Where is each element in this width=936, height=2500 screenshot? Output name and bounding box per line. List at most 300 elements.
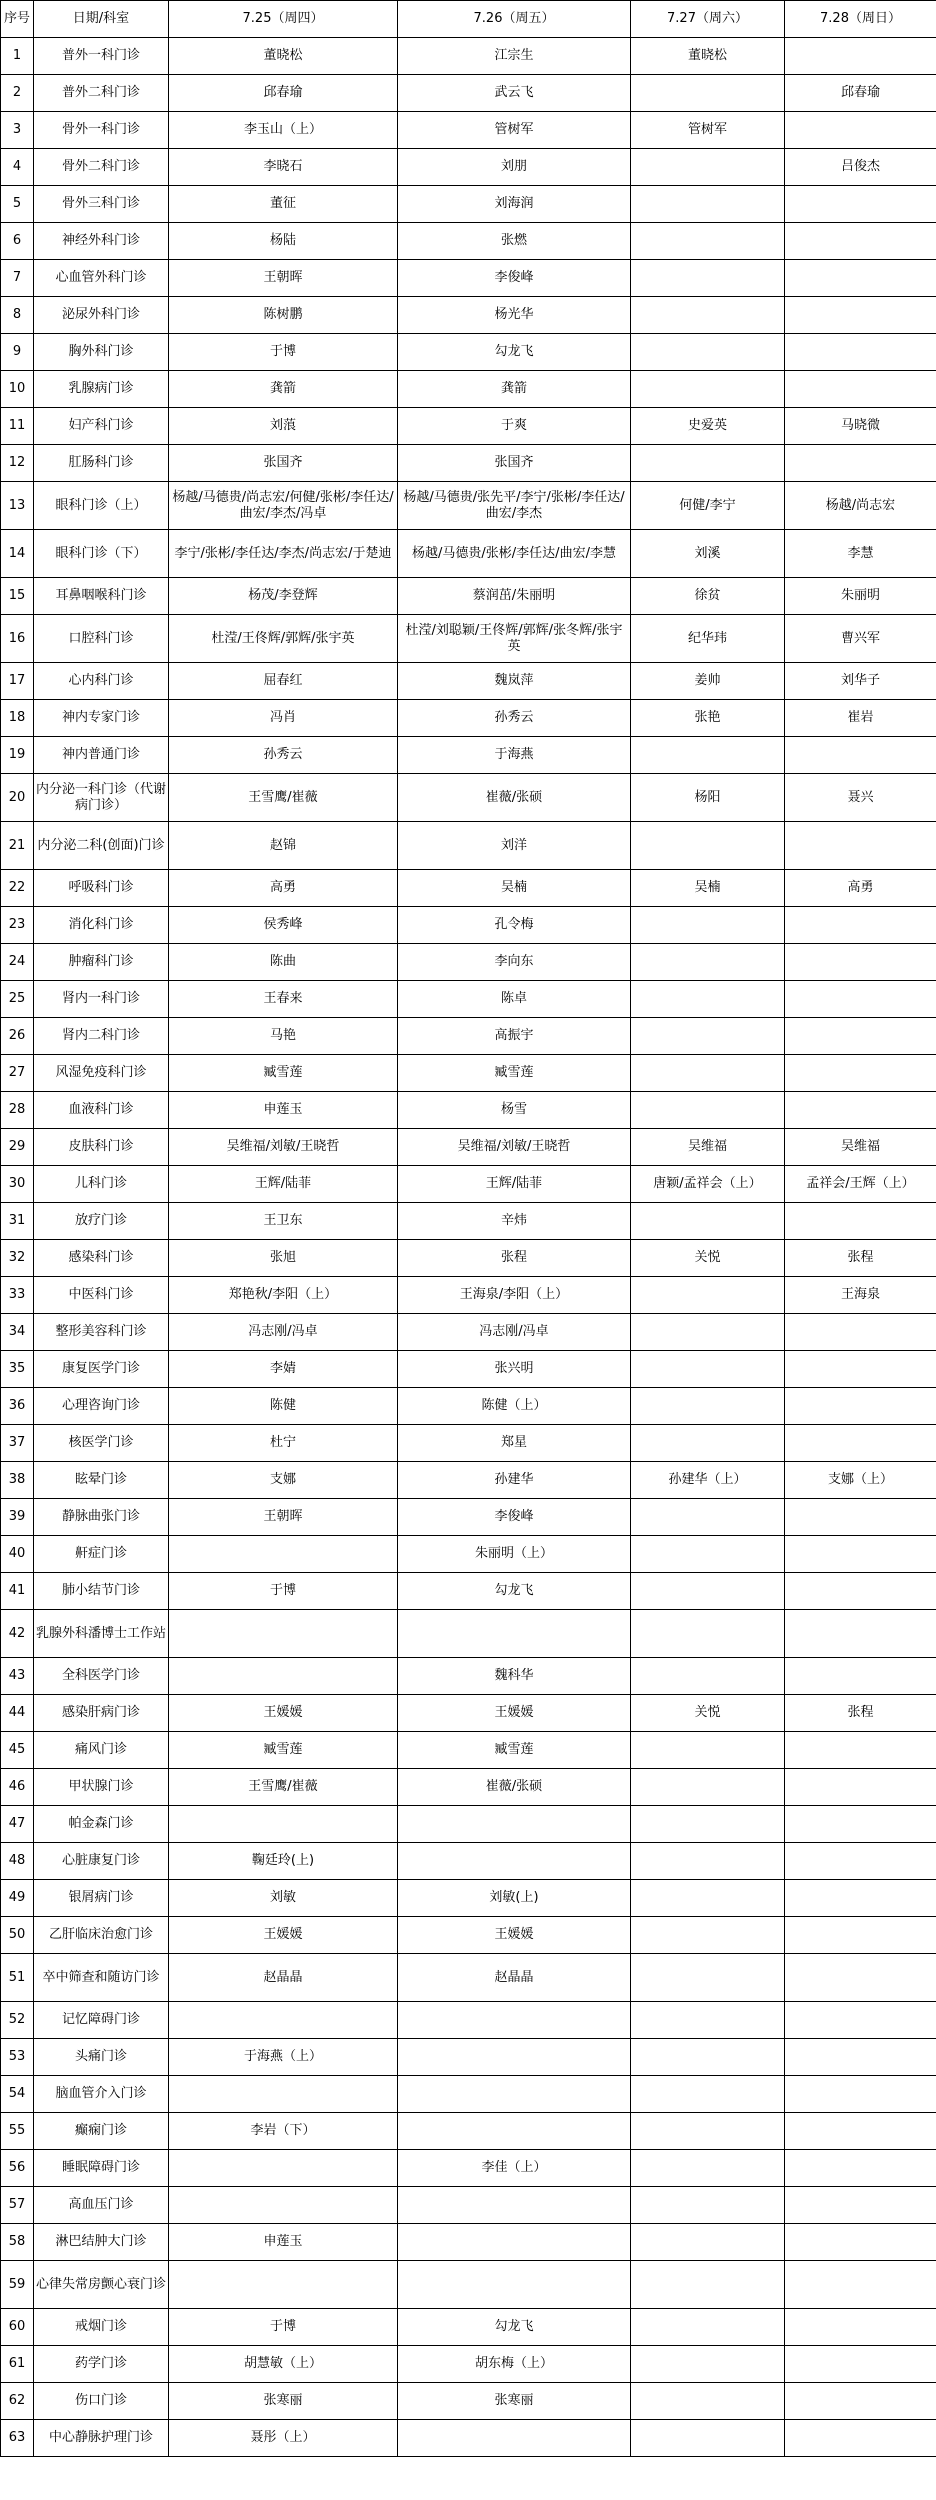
cell-department: 妇产科门诊 (34, 408, 169, 445)
table-row (1, 907, 936, 944)
table-row (1, 1806, 936, 1843)
cell-date-1: 陈健 (169, 1388, 398, 1425)
cell-date-1 (169, 1658, 398, 1695)
cell-row-index: 30 (1, 1166, 34, 1203)
cell-date-1: 张国齐 (169, 445, 398, 482)
cell-date-3 (631, 2346, 785, 2383)
table-row (1, 1092, 936, 1129)
cell-row-index: 14 (1, 530, 34, 578)
cell-row-index: 27 (1, 1055, 34, 1092)
cell-row-index: 52 (1, 2002, 34, 2039)
cell-row-index: 16 (1, 615, 34, 663)
table-row (1, 1695, 936, 1732)
header-row (1, 1, 936, 38)
cell-date-1: 李宁/张彬/李任达/李杰/尚志宏/于楚迪 (169, 530, 398, 578)
cell-date-3 (631, 944, 785, 981)
cell-date-3 (631, 1917, 785, 1954)
cell-date-3 (631, 2383, 785, 2420)
cell-date-1: 胡慧敏（上） (169, 2346, 398, 2383)
cell-department: 帕金森门诊 (34, 1806, 169, 1843)
cell-date-4 (785, 1536, 936, 1573)
cell-date-2: 崔薇/张硕 (398, 1769, 631, 1806)
cell-row-index: 56 (1, 2150, 34, 2187)
cell-row-index: 28 (1, 1092, 34, 1129)
cell-date-4: 孟祥会/王辉（上） (785, 1166, 936, 1203)
cell-date-1: 王媛媛 (169, 1917, 398, 1954)
cell-date-1: 邱春瑜 (169, 75, 398, 112)
cell-row-index: 9 (1, 334, 34, 371)
cell-date-4 (785, 1018, 936, 1055)
cell-date-3 (631, 1954, 785, 2002)
cell-department: 中心静脉护理门诊 (34, 2420, 169, 2457)
cell-date-3 (631, 223, 785, 260)
cell-date-2: 杨越/马德贵/张先平/李宁/张彬/李任达/曲宏/李杰 (398, 482, 631, 530)
cell-date-4: 张程 (785, 1695, 936, 1732)
cell-date-2: 蔡润茁/朱丽明 (398, 578, 631, 615)
cell-row-index: 54 (1, 2076, 34, 2113)
cell-date-4: 杨越/尚志宏 (785, 482, 936, 530)
cell-date-1: 王雪鹰/崔薇 (169, 1769, 398, 1806)
cell-department: 感染科门诊 (34, 1240, 169, 1277)
cell-department: 心脏康复门诊 (34, 1843, 169, 1880)
cell-date-4 (785, 907, 936, 944)
cell-date-3 (631, 2113, 785, 2150)
cell-date-4 (785, 260, 936, 297)
cell-date-3 (631, 1658, 785, 1695)
cell-date-3 (631, 1314, 785, 1351)
cell-date-1: 王卫东 (169, 1203, 398, 1240)
cell-date-4: 崔岩 (785, 700, 936, 737)
cell-date-3 (631, 822, 785, 870)
cell-row-index: 26 (1, 1018, 34, 1055)
cell-department: 眼科门诊（下） (34, 530, 169, 578)
cell-date-2: 刘洋 (398, 822, 631, 870)
table-row (1, 371, 936, 408)
cell-date-4 (785, 186, 936, 223)
cell-date-2: 张程 (398, 1240, 631, 1277)
cell-department: 皮肤科门诊 (34, 1129, 169, 1166)
cell-date-3: 关悦 (631, 1240, 785, 1277)
cell-date-2: 江宗生 (398, 38, 631, 75)
cell-date-2: 刘朋 (398, 149, 631, 186)
cell-department: 骨外三科门诊 (34, 186, 169, 223)
table-row (1, 2346, 936, 2383)
cell-department: 高血压门诊 (34, 2187, 169, 2224)
cell-date-3: 杨阳 (631, 774, 785, 822)
cell-date-4 (785, 334, 936, 371)
table-row (1, 615, 936, 663)
cell-date-2: 王媛媛 (398, 1917, 631, 1954)
cell-date-1: 王辉/陆菲 (169, 1166, 398, 1203)
table-row (1, 822, 936, 870)
cell-date-3 (631, 371, 785, 408)
cell-date-1: 杨越/马德贵/尚志宏/何健/张彬/李任达/曲宏/李杰/冯卓 (169, 482, 398, 530)
cell-date-2: 辛炜 (398, 1203, 631, 1240)
cell-department: 骨外一科门诊 (34, 112, 169, 149)
schedule-body (1, 38, 936, 2457)
cell-row-index: 37 (1, 1425, 34, 1462)
table-row (1, 2113, 936, 2150)
cell-department: 肾内一科门诊 (34, 981, 169, 1018)
table-row (1, 1055, 936, 1092)
cell-date-2 (398, 1610, 631, 1658)
cell-date-1: 孙秀云 (169, 737, 398, 774)
cell-row-index: 55 (1, 2113, 34, 2150)
cell-date-3 (631, 2261, 785, 2309)
cell-date-1: 申莲玉 (169, 2224, 398, 2261)
cell-date-2: 杨雪 (398, 1092, 631, 1129)
table-row (1, 1166, 936, 1203)
table-row (1, 1917, 936, 1954)
cell-date-4: 聂兴 (785, 774, 936, 822)
cell-date-2: 孙秀云 (398, 700, 631, 737)
cell-date-3: 唐颖/孟祥会（上） (631, 1166, 785, 1203)
cell-department: 鼾症门诊 (34, 1536, 169, 1573)
cell-date-2 (398, 2113, 631, 2150)
cell-department: 普外二科门诊 (34, 75, 169, 112)
cell-department: 肾内二科门诊 (34, 1018, 169, 1055)
cell-date-1: 张寒丽 (169, 2383, 398, 2420)
table-row (1, 1843, 936, 1880)
cell-department: 戒烟门诊 (34, 2309, 169, 2346)
cell-date-4 (785, 1425, 936, 1462)
cell-department: 耳鼻咽喉科门诊 (34, 578, 169, 615)
cell-date-3 (631, 1732, 785, 1769)
cell-date-3 (631, 2187, 785, 2224)
cell-date-1: 臧雪莲 (169, 1055, 398, 1092)
cell-date-3 (631, 186, 785, 223)
cell-date-1: 冯志刚/冯卓 (169, 1314, 398, 1351)
cell-row-index: 58 (1, 2224, 34, 2261)
cell-date-2: 张寒丽 (398, 2383, 631, 2420)
cell-department: 神内普通门诊 (34, 737, 169, 774)
table-row (1, 1425, 936, 1462)
cell-date-2: 臧雪莲 (398, 1055, 631, 1092)
cell-date-1: 于博 (169, 1573, 398, 1610)
cell-date-2: 刘海润 (398, 186, 631, 223)
cell-date-2: 冯志刚/冯卓 (398, 1314, 631, 1351)
cell-date-3 (631, 737, 785, 774)
cell-row-index: 22 (1, 870, 34, 907)
cell-date-1 (169, 2261, 398, 2309)
table-row (1, 2187, 936, 2224)
table-row (1, 578, 936, 615)
cell-date-2: 张兴明 (398, 1351, 631, 1388)
cell-row-index: 41 (1, 1573, 34, 1610)
cell-date-2 (398, 2261, 631, 2309)
cell-date-1: 张旭 (169, 1240, 398, 1277)
cell-department: 甲状腺门诊 (34, 1769, 169, 1806)
table-row (1, 2150, 936, 2187)
table-row (1, 2261, 936, 2309)
cell-date-2 (398, 2224, 631, 2261)
cell-row-index: 20 (1, 774, 34, 822)
cell-date-2: 杨光华 (398, 297, 631, 334)
cell-date-2: 赵晶晶 (398, 1954, 631, 2002)
table-row (1, 445, 936, 482)
cell-date-1: 王春来 (169, 981, 398, 1018)
cell-date-3: 史爱英 (631, 408, 785, 445)
cell-date-4 (785, 445, 936, 482)
cell-row-index: 48 (1, 1843, 34, 1880)
cell-date-4 (785, 112, 936, 149)
table-row (1, 1314, 936, 1351)
cell-date-4 (785, 38, 936, 75)
cell-date-2: 吴楠 (398, 870, 631, 907)
cell-date-4 (785, 1880, 936, 1917)
header-cell-date-4: 7.28（周日） (785, 1, 936, 38)
cell-date-1: 董晓松 (169, 38, 398, 75)
cell-date-1 (169, 1610, 398, 1658)
cell-department: 泌尿外科门诊 (34, 297, 169, 334)
cell-date-3 (631, 1880, 785, 1917)
cell-date-3 (631, 2039, 785, 2076)
cell-date-4 (785, 1658, 936, 1695)
cell-row-index: 12 (1, 445, 34, 482)
cell-row-index: 53 (1, 2039, 34, 2076)
cell-date-3 (631, 2150, 785, 2187)
cell-date-4: 高勇 (785, 870, 936, 907)
header-cell-date-1: 7.25（周四） (169, 1, 398, 38)
table-row (1, 1732, 936, 1769)
cell-department: 伤口门诊 (34, 2383, 169, 2420)
cell-date-2: 魏岚萍 (398, 663, 631, 700)
table-row (1, 2383, 936, 2420)
cell-date-1: 鞠廷玲(上) (169, 1843, 398, 1880)
cell-date-1: 陈曲 (169, 944, 398, 981)
cell-date-4 (785, 981, 936, 1018)
table-row (1, 981, 936, 1018)
cell-date-1: 屈春红 (169, 663, 398, 700)
cell-date-2: 王媛媛 (398, 1695, 631, 1732)
cell-date-4 (785, 2224, 936, 2261)
cell-date-4 (785, 1351, 936, 1388)
cell-date-1: 王媛媛 (169, 1695, 398, 1732)
cell-row-index: 43 (1, 1658, 34, 1695)
cell-date-4 (785, 1843, 936, 1880)
cell-date-2: 杜滢/刘聪颖/王佟辉/郭辉/张冬辉/张宇英 (398, 615, 631, 663)
cell-date-3 (631, 1092, 785, 1129)
cell-row-index: 44 (1, 1695, 34, 1732)
table-row (1, 1277, 936, 1314)
cell-date-4 (785, 1203, 936, 1240)
cell-department: 痛风门诊 (34, 1732, 169, 1769)
cell-date-4: 张程 (785, 1240, 936, 1277)
cell-date-4 (785, 1954, 936, 2002)
cell-date-3 (631, 2076, 785, 2113)
table-row (1, 2076, 936, 2113)
cell-date-3 (631, 1843, 785, 1880)
cell-department: 心内科门诊 (34, 663, 169, 700)
table-row (1, 1129, 936, 1166)
table-row (1, 663, 936, 700)
cell-date-3 (631, 1277, 785, 1314)
cell-date-1: 李岩（下） (169, 2113, 398, 2150)
cell-date-3: 吴维福 (631, 1129, 785, 1166)
table-row (1, 38, 936, 75)
table-row (1, 2420, 936, 2457)
cell-date-2: 孙建华 (398, 1462, 631, 1499)
cell-date-1: 于博 (169, 2309, 398, 2346)
cell-department: 神内专家门诊 (34, 700, 169, 737)
table-row (1, 75, 936, 112)
cell-date-1: 王朝晖 (169, 260, 398, 297)
cell-date-1: 刘蒗 (169, 408, 398, 445)
cell-date-1: 李玉山（上） (169, 112, 398, 149)
cell-date-1 (169, 2150, 398, 2187)
cell-date-4: 曹兴军 (785, 615, 936, 663)
cell-date-1: 郑艳秋/李阳（上） (169, 1277, 398, 1314)
table-row (1, 334, 936, 371)
cell-date-1: 于博 (169, 334, 398, 371)
cell-department: 脑血管介入门诊 (34, 2076, 169, 2113)
cell-department: 普外一科门诊 (34, 38, 169, 75)
cell-date-2: 王辉/陆菲 (398, 1166, 631, 1203)
cell-department: 眼科门诊（上） (34, 482, 169, 530)
table-row (1, 149, 936, 186)
cell-date-4 (785, 1499, 936, 1536)
cell-row-index: 45 (1, 1732, 34, 1769)
cell-date-2: 于海燕 (398, 737, 631, 774)
cell-date-1: 侯秀峰 (169, 907, 398, 944)
cell-date-4 (785, 944, 936, 981)
cell-date-1: 杜滢/王佟辉/郭辉/张宇英 (169, 615, 398, 663)
cell-date-1: 于海燕（上） (169, 2039, 398, 2076)
cell-date-1 (169, 2002, 398, 2039)
cell-row-index: 63 (1, 2420, 34, 2457)
cell-date-2: 胡东梅（上） (398, 2346, 631, 2383)
cell-date-2: 李佳（上） (398, 2150, 631, 2187)
cell-date-3 (631, 981, 785, 1018)
cell-date-4 (785, 1314, 936, 1351)
cell-row-index: 5 (1, 186, 34, 223)
cell-date-3: 何健/李宁 (631, 482, 785, 530)
cell-date-3 (631, 149, 785, 186)
cell-date-3 (631, 1536, 785, 1573)
cell-row-index: 25 (1, 981, 34, 1018)
cell-date-3 (631, 297, 785, 334)
cell-date-1: 申莲玉 (169, 1092, 398, 1129)
cell-row-index: 60 (1, 2309, 34, 2346)
cell-date-4 (785, 822, 936, 870)
cell-row-index: 7 (1, 260, 34, 297)
cell-date-4 (785, 1769, 936, 1806)
cell-date-3 (631, 1018, 785, 1055)
cell-department: 乳腺病门诊 (34, 371, 169, 408)
cell-date-4 (785, 2187, 936, 2224)
table-row (1, 1203, 936, 1240)
cell-date-4 (785, 223, 936, 260)
cell-date-2: 李俊峰 (398, 1499, 631, 1536)
cell-department: 肛肠科门诊 (34, 445, 169, 482)
cell-date-3 (631, 1425, 785, 1462)
cell-department: 核医学门诊 (34, 1425, 169, 1462)
header-cell-date-3: 7.27（周六） (631, 1, 785, 38)
cell-department: 中医科门诊 (34, 1277, 169, 1314)
cell-date-4 (785, 2346, 936, 2383)
cell-date-1 (169, 2076, 398, 2113)
table-row (1, 1536, 936, 1573)
cell-department: 康复医学门诊 (34, 1351, 169, 1388)
cell-date-1: 聂彤（上） (169, 2420, 398, 2457)
cell-row-index: 29 (1, 1129, 34, 1166)
cell-department: 呼吸科门诊 (34, 870, 169, 907)
cell-department: 内分泌二科(创面)门诊 (34, 822, 169, 870)
cell-date-2: 于爽 (398, 408, 631, 445)
header-cell-index: 序号 (1, 1, 34, 38)
cell-date-2: 王海泉/李阳（上） (398, 1277, 631, 1314)
cell-date-3 (631, 2224, 785, 2261)
cell-department: 消化科门诊 (34, 907, 169, 944)
cell-date-1 (169, 2187, 398, 2224)
cell-department: 放疗门诊 (34, 1203, 169, 1240)
cell-date-4: 李慧 (785, 530, 936, 578)
cell-department: 肺小结节门诊 (34, 1573, 169, 1610)
cell-date-3 (631, 1351, 785, 1388)
cell-department: 儿科门诊 (34, 1166, 169, 1203)
cell-date-4: 王海泉 (785, 1277, 936, 1314)
cell-row-index: 46 (1, 1769, 34, 1806)
cell-date-3: 徐贫 (631, 578, 785, 615)
cell-date-4: 邱春瑜 (785, 75, 936, 112)
cell-date-1: 赵锦 (169, 822, 398, 870)
table-row (1, 1462, 936, 1499)
cell-row-index: 6 (1, 223, 34, 260)
cell-department: 胸外科门诊 (34, 334, 169, 371)
cell-department: 心理咨询门诊 (34, 1388, 169, 1425)
table-row (1, 186, 936, 223)
cell-row-index: 2 (1, 75, 34, 112)
cell-date-2: 管树军 (398, 112, 631, 149)
cell-department: 淋巴结肿大门诊 (34, 2224, 169, 2261)
cell-date-3 (631, 1388, 785, 1425)
cell-row-index: 21 (1, 822, 34, 870)
cell-row-index: 31 (1, 1203, 34, 1240)
cell-date-2: 崔薇/张硕 (398, 774, 631, 822)
cell-date-2 (398, 2420, 631, 2457)
cell-date-3 (631, 1610, 785, 1658)
cell-date-2: 刘敏(上) (398, 1880, 631, 1917)
cell-row-index: 38 (1, 1462, 34, 1499)
cell-department: 内分泌一科门诊（代谢病门诊） (34, 774, 169, 822)
cell-date-1: 杨茂/李登辉 (169, 578, 398, 615)
cell-date-2 (398, 2187, 631, 2224)
cell-row-index: 47 (1, 1806, 34, 1843)
cell-date-1: 高勇 (169, 870, 398, 907)
table-row (1, 944, 936, 981)
cell-date-2: 勾龙飞 (398, 334, 631, 371)
cell-date-4 (785, 1732, 936, 1769)
table-row (1, 774, 936, 822)
cell-department: 癫痫门诊 (34, 2113, 169, 2150)
cell-date-3 (631, 1769, 785, 1806)
cell-row-index: 49 (1, 1880, 34, 1917)
cell-date-3 (631, 2002, 785, 2039)
cell-row-index: 11 (1, 408, 34, 445)
cell-date-1: 李晓石 (169, 149, 398, 186)
cell-date-3: 刘溪 (631, 530, 785, 578)
cell-date-3: 孙建华（上） (631, 1462, 785, 1499)
cell-date-4 (785, 371, 936, 408)
table-row (1, 1388, 936, 1425)
cell-date-3 (631, 334, 785, 371)
cell-date-4 (785, 1573, 936, 1610)
cell-date-2: 李向东 (398, 944, 631, 981)
cell-row-index: 42 (1, 1610, 34, 1658)
cell-date-1: 王朝晖 (169, 1499, 398, 1536)
cell-date-1: 臧雪莲 (169, 1732, 398, 1769)
cell-department: 静脉曲张门诊 (34, 1499, 169, 1536)
